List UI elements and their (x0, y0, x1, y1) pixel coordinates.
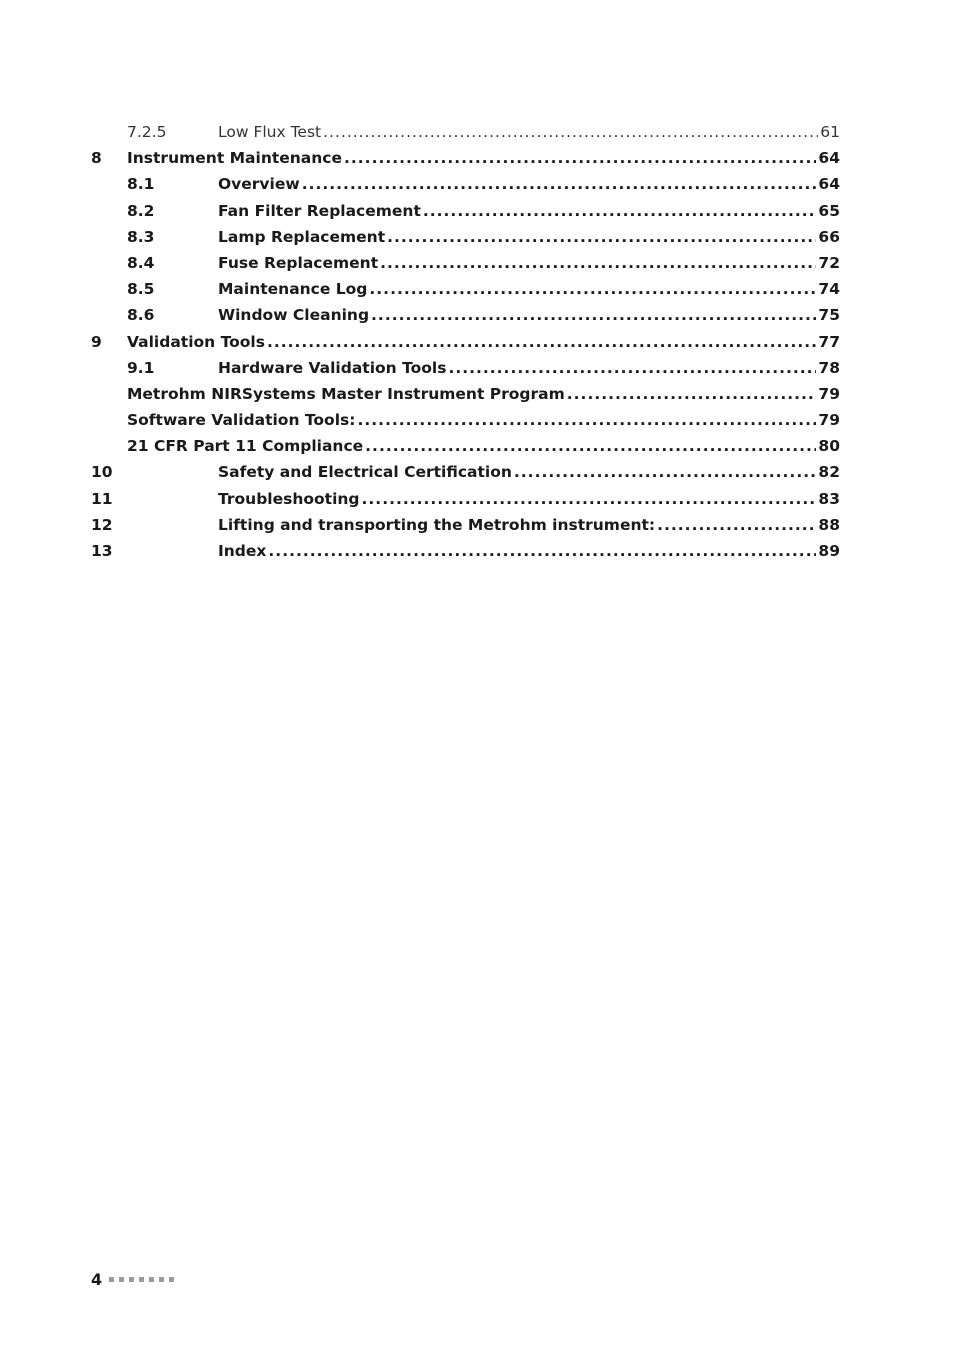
toc-entry-title: Fan Filter Replacement (218, 201, 421, 220)
toc-entry-number: 8.6 (127, 306, 155, 325)
toc-entry[interactable] (0, 302, 954, 328)
footer-dot (139, 1277, 144, 1282)
footer-dot (119, 1277, 124, 1282)
dot-leader (514, 459, 817, 485)
toc-entry[interactable] (0, 145, 954, 171)
toc-entry-title: Overview (218, 175, 300, 194)
toc-entry-title: Lifting and transporting the Metrohm instrument: (218, 515, 656, 534)
toc-entry[interactable] (0, 119, 954, 145)
toc-entry-number: 8 (91, 149, 102, 168)
footer-dot (159, 1277, 164, 1282)
dot-leader (302, 171, 817, 197)
toc-entry-number: 9 (91, 332, 102, 351)
toc-entry-page: 65 (818, 201, 840, 220)
toc-entry-title: Index (218, 542, 267, 560)
toc-entry-title: Maintenance Log (218, 280, 368, 299)
dot-leader (357, 407, 816, 433)
toc-entry-number: 8.5 (127, 280, 155, 299)
toc-entry-page: 79 (818, 411, 840, 430)
toc-entry[interactable] (0, 459, 954, 485)
toc-entry[interactable] (0, 538, 954, 564)
toc-entry-title: Lamp Replacement (218, 227, 386, 246)
toc-entry-page: 61 (820, 123, 840, 141)
dot-leader (344, 145, 816, 171)
page-number: 4 (91, 1269, 103, 1289)
toc-entry-title: Window Cleaning (218, 306, 370, 325)
toc-entry-number: 8.1 (127, 175, 155, 194)
toc-entry-number: 11 (91, 489, 113, 508)
toc-entry-title: Instrument Maintenance (127, 149, 343, 168)
toc-entry-title: Software Validation Tools: (127, 411, 356, 430)
toc-entry-number: 8.3 (127, 227, 155, 246)
toc-entry-title: Low Flux Test (218, 123, 322, 141)
toc-entry-page: 83 (818, 489, 840, 508)
toc-entry-number: 13 (91, 542, 113, 560)
toc-entry-number: 7.2.5 (127, 123, 167, 141)
dot-leader (323, 119, 818, 145)
toc-entry-page: 64 (818, 175, 840, 194)
dot-leader (362, 486, 817, 512)
dot-leader (380, 250, 816, 276)
toc-entry[interactable] (0, 276, 954, 302)
toc-entry[interactable] (0, 486, 954, 512)
toc-entry[interactable] (0, 355, 954, 381)
toc-entry-title: Fuse Replacement (218, 253, 379, 272)
toc-entry[interactable] (0, 198, 954, 224)
toc-entry-title: Hardware Validation Tools (218, 358, 447, 377)
toc-entry-page: 64 (818, 149, 840, 168)
page-footer (91, 1268, 174, 1290)
toc-entry[interactable] (0, 433, 954, 459)
toc-entry-page: 79 (818, 384, 840, 403)
toc-entry[interactable] (0, 250, 954, 276)
toc-entry-page: 74 (818, 280, 840, 299)
dot-leader (387, 224, 816, 250)
toc-entry-number: 10 (91, 463, 113, 482)
toc-entry-title: Troubleshooting (218, 489, 360, 508)
toc-entry[interactable] (0, 224, 954, 250)
toc-entry[interactable] (0, 381, 954, 407)
toc-entry-page: 88 (818, 515, 840, 534)
dot-leader (657, 512, 816, 538)
dot-leader (423, 198, 817, 224)
dot-leader (369, 276, 816, 302)
toc-entry[interactable] (0, 329, 954, 355)
toc-entry[interactable] (0, 407, 954, 433)
toc-entry-number: 8.4 (127, 253, 155, 272)
toc-entry-page: 77 (818, 332, 840, 351)
toc-entry-page: 78 (818, 358, 840, 377)
footer-dot (109, 1277, 114, 1282)
footer-dot (149, 1277, 154, 1282)
dot-leader (365, 433, 816, 459)
toc-entry-number: 12 (91, 515, 113, 534)
dot-leader (268, 538, 816, 564)
toc-entry-page: 82 (818, 463, 840, 482)
toc-entry-title: 21 CFR Part 11 Compliance (127, 437, 364, 456)
footer-dots-decoration (109, 1277, 174, 1282)
toc-entry-number: 9.1 (127, 358, 155, 377)
dot-leader (267, 329, 816, 355)
toc-entry-page: 89 (818, 542, 840, 560)
toc-entry-page: 72 (818, 253, 840, 272)
table-of-contents (0, 119, 954, 564)
toc-entry[interactable] (0, 512, 954, 538)
toc-entry-title: Safety and Electrical Certification (218, 463, 512, 482)
footer-dot (169, 1277, 174, 1282)
toc-entry-number: 8.2 (127, 201, 155, 220)
toc-entry[interactable] (0, 171, 954, 197)
dot-leader (567, 381, 817, 407)
toc-entry-title: Metrohm NIRSystems Master Instrument Program (127, 384, 565, 403)
toc-entry-page: 66 (818, 227, 840, 246)
toc-entry-title: Validation Tools (127, 332, 265, 351)
dot-leader (371, 302, 816, 328)
footer-dot (129, 1277, 134, 1282)
toc-entry-page: 75 (818, 306, 840, 325)
dot-leader (448, 355, 816, 381)
toc-entry-page: 80 (818, 437, 840, 456)
